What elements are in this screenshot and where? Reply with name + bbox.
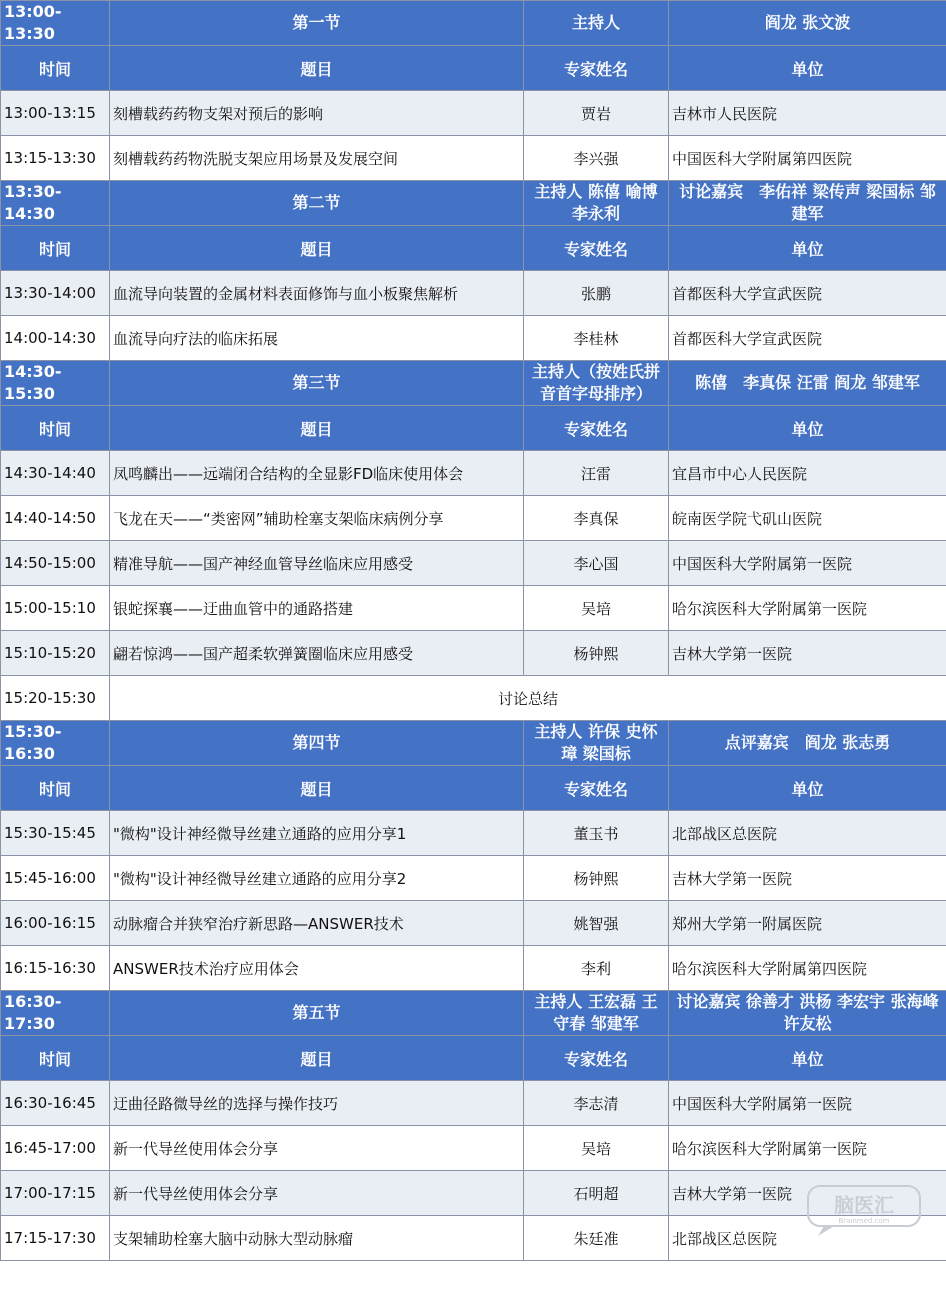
row-expert: 朱廷准 (524, 1216, 669, 1261)
watermark-text: 脑医汇 (834, 1193, 894, 1217)
column-header-title: 题目 (110, 766, 524, 811)
table-row (1, 1171, 946, 1216)
row-title: 精准导航——国产神经血管导丝临床应用感受 (110, 541, 524, 586)
row-unit: 吉林大学第一医院 (669, 631, 946, 676)
table-row (1, 946, 946, 991)
column-header-unit: 单位 (669, 1036, 946, 1081)
row-expert: 杨钟熙 (524, 631, 669, 676)
table-row (1, 136, 946, 181)
column-header-title: 题目 (110, 406, 524, 451)
section-header-row (1, 181, 946, 226)
row-time: 14:30-14:40 (1, 451, 110, 496)
column-header-title: 题目 (110, 226, 524, 271)
column-header-row (1, 766, 946, 811)
table-row (1, 271, 946, 316)
row-expert: 李真保 (524, 496, 669, 541)
section-header-row (1, 991, 946, 1036)
table-row (1, 496, 946, 541)
row-title: 迂曲径路微导丝的选择与操作技巧 (110, 1081, 524, 1126)
column-header-row (1, 226, 946, 271)
section-chair-label: 主持人 王宏磊 王守春 邹建军 (524, 991, 669, 1036)
row-expert: 李兴强 (524, 136, 669, 181)
section-name: 第三节 (110, 361, 524, 406)
row-expert: 姚智强 (524, 901, 669, 946)
row-title: ANSWER技术治疗应用体会 (110, 946, 524, 991)
row-unit: 郑州大学第一附属医院 (669, 901, 946, 946)
row-expert: 贾岩 (524, 91, 669, 136)
row-title: 动脉瘤合并狭窄治疗新思路—ANSWER技术 (110, 901, 524, 946)
table-row (1, 316, 946, 361)
row-unit: 中国医科大学附属第一医院 (669, 541, 946, 586)
column-header-time: 时间 (1, 226, 110, 271)
row-title: 刻槽载药药物支架对预后的影响 (110, 91, 524, 136)
row-expert: 吴培 (524, 586, 669, 631)
column-header-unit: 单位 (669, 406, 946, 451)
column-header-time: 时间 (1, 46, 110, 91)
column-header-expert: 专家姓名 (524, 406, 669, 451)
row-unit: 哈尔滨医科大学附属第一医院 (669, 586, 946, 631)
column-header-time: 时间 (1, 1036, 110, 1081)
discussion-time: 15:20-15:30 (1, 676, 110, 721)
column-header-unit: 单位 (669, 46, 946, 91)
section-chair-value: 阎龙 张文波 (669, 1, 946, 46)
table-row (1, 451, 946, 496)
column-header-title: 题目 (110, 46, 524, 91)
row-unit: 北部战区总医院 (669, 811, 946, 856)
row-title: 血流导向疗法的临床拓展 (110, 316, 524, 361)
row-expert: 汪雷 (524, 451, 669, 496)
row-time: 15:30-15:45 (1, 811, 110, 856)
row-time: 14:40-14:50 (1, 496, 110, 541)
row-time: 17:15-17:30 (1, 1216, 110, 1261)
row-title: 银蛇探襄——迂曲血管中的通路搭建 (110, 586, 524, 631)
row-expert: 李心国 (524, 541, 669, 586)
row-time: 13:15-13:30 (1, 136, 110, 181)
discussion-text: 讨论总结 (110, 676, 946, 721)
column-header-time: 时间 (1, 406, 110, 451)
section-time: 15:30-16:30 (1, 721, 110, 766)
row-expert: 李利 (524, 946, 669, 991)
table-row (1, 811, 946, 856)
column-header-unit: 单位 (669, 226, 946, 271)
section-time: 14:30-15:30 (1, 361, 110, 406)
row-title: "微构"设计神经微导丝建立通路的应用分享2 (110, 856, 524, 901)
row-title: 新一代导丝使用体会分享 (110, 1171, 524, 1216)
section-name: 第二节 (110, 181, 524, 226)
column-header-row (1, 406, 946, 451)
row-unit: 中国医科大学附属第一医院 (669, 1081, 946, 1126)
section-chair-value: 讨论嘉宾 徐善才 洪杨 李宏宇 张海峰 许友松 (669, 991, 946, 1036)
column-header-expert: 专家姓名 (524, 226, 669, 271)
section-chair-label: 主持人 陈僖 喻博 李永利 (524, 181, 669, 226)
section-name: 第一节 (110, 1, 524, 46)
table-row (1, 1216, 946, 1261)
row-expert: 吴培 (524, 1126, 669, 1171)
section-time: 16:30-17:30 (1, 991, 110, 1036)
row-unit: 宜昌市中心人民医院 (669, 451, 946, 496)
row-unit: 哈尔滨医科大学附属第一医院 (669, 1126, 946, 1171)
section-chair-value: 点评嘉宾 阎龙 张志勇 (669, 721, 946, 766)
row-time: 15:45-16:00 (1, 856, 110, 901)
row-expert: 石明超 (524, 1171, 669, 1216)
section-time: 13:30-14:30 (1, 181, 110, 226)
section-header-row (1, 361, 946, 406)
row-time: 14:50-15:00 (1, 541, 110, 586)
row-time: 15:10-15:20 (1, 631, 110, 676)
row-expert: 杨钟熙 (524, 856, 669, 901)
table-row (1, 1126, 946, 1171)
section-name: 第五节 (110, 991, 524, 1036)
column-header-unit: 单位 (669, 766, 946, 811)
table-row (1, 541, 946, 586)
row-expert: 李桂林 (524, 316, 669, 361)
section-header-row (1, 1, 946, 46)
row-time: 16:30-16:45 (1, 1081, 110, 1126)
section-chair-label: 主持人 (524, 1, 669, 46)
row-time: 16:00-16:15 (1, 901, 110, 946)
row-unit: 吉林市人民医院 (669, 91, 946, 136)
table-row (1, 856, 946, 901)
section-name: 第四节 (110, 721, 524, 766)
schedule-body (1, 1, 946, 1261)
row-title: 支架辅助栓塞大脑中动脉大型动脉瘤 (110, 1216, 524, 1261)
table-row (1, 631, 946, 676)
watermark-subtext: Brainmed.com (838, 1217, 890, 1225)
row-title: 翩若惊鸿——国产超柔软弹簧圈临床应用感受 (110, 631, 524, 676)
row-title: 飞龙在天——“类密网”辅助栓塞支架临床病例分享 (110, 496, 524, 541)
row-unit: 北部战区总医院 (669, 1216, 946, 1261)
row-unit: 中国医科大学附属第四医院 (669, 136, 946, 181)
row-time: 14:00-14:30 (1, 316, 110, 361)
row-title: 血流导向装置的金属材料表面修饰与血小板聚焦解析 (110, 271, 524, 316)
row-time: 16:15-16:30 (1, 946, 110, 991)
column-header-row (1, 46, 946, 91)
column-header-expert: 专家姓名 (524, 1036, 669, 1081)
row-expert: 张鹏 (524, 271, 669, 316)
row-time: 15:00-15:10 (1, 586, 110, 631)
row-unit: 首都医科大学宣武医院 (669, 316, 946, 361)
section-chair-value: 陈僖 李真保 汪雷 阎龙 邹建军 (669, 361, 946, 406)
row-time: 13:00-13:15 (1, 91, 110, 136)
column-header-title: 题目 (110, 1036, 524, 1081)
row-title: 刻槽载药药物洗脱支架应用场景及发展空间 (110, 136, 524, 181)
row-unit: 吉林大学第一医院 (669, 1171, 946, 1216)
section-chair-label: 主持人（按姓氏拼音首字母排序） (524, 361, 669, 406)
row-time: 16:45-17:00 (1, 1126, 110, 1171)
column-header-expert: 专家姓名 (524, 766, 669, 811)
section-header-row (1, 721, 946, 766)
row-time: 17:00-17:15 (1, 1171, 110, 1216)
column-header-expert: 专家姓名 (524, 46, 669, 91)
row-time: 13:30-14:00 (1, 271, 110, 316)
row-unit: 哈尔滨医科大学附属第四医院 (669, 946, 946, 991)
table-row (1, 1081, 946, 1126)
table-row (1, 901, 946, 946)
table-row (1, 586, 946, 631)
row-unit: 皖南医学院弋矶山医院 (669, 496, 946, 541)
row-expert: 董玉书 (524, 811, 669, 856)
row-title: 新一代导丝使用体会分享 (110, 1126, 524, 1171)
row-title: "微构"设计神经微导丝建立通路的应用分享1 (110, 811, 524, 856)
section-time: 13:00-13:30 (1, 1, 110, 46)
row-expert: 李志清 (524, 1081, 669, 1126)
column-header-time: 时间 (1, 766, 110, 811)
section-chair-label: 主持人 许保 史怀璋 梁国标 (524, 721, 669, 766)
section-chair-value: 讨论嘉宾 李佑祥 梁传声 梁国标 邹建军 (669, 181, 946, 226)
row-title: 凤鸣麟出——远端闭合结构的全显影FD临床使用体会 (110, 451, 524, 496)
column-header-row (1, 1036, 946, 1081)
row-unit: 吉林大学第一医院 (669, 856, 946, 901)
discussion-row (1, 676, 946, 721)
table-row (1, 91, 946, 136)
row-unit: 首都医科大学宣武医院 (669, 271, 946, 316)
